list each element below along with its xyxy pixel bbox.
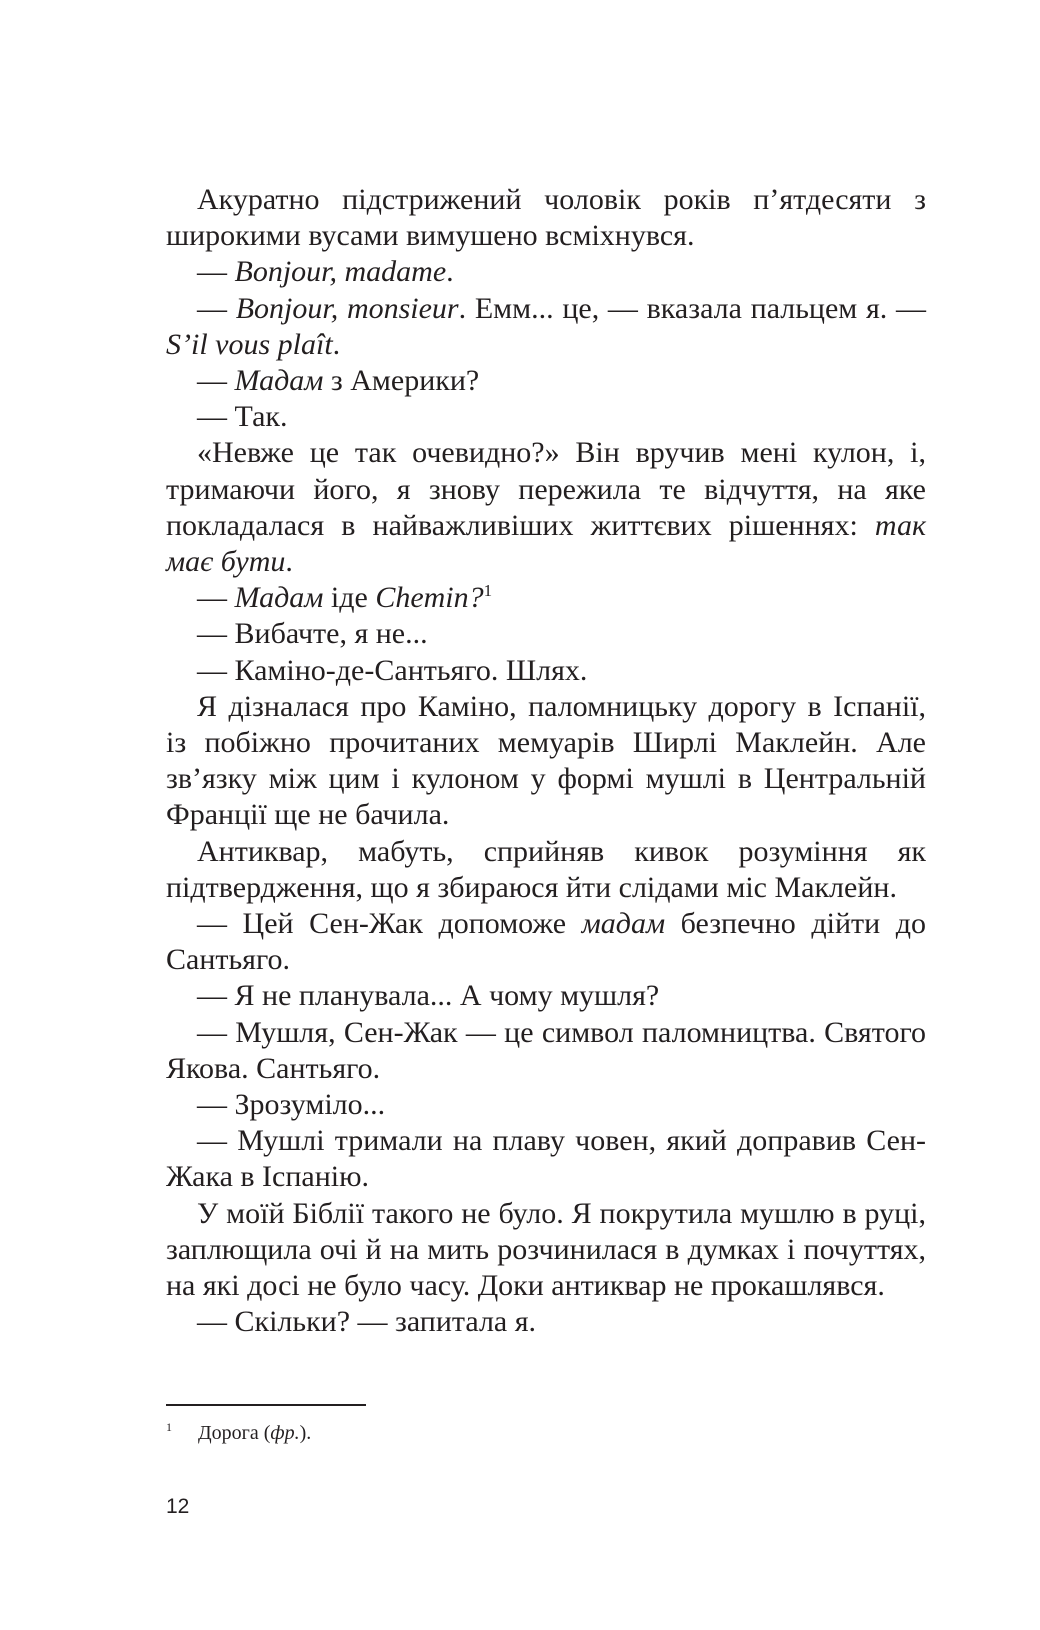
text-segment: — Вибачте, я не... — [197, 617, 428, 651]
text-segment: — — [197, 255, 235, 289]
italic-text: Chemin? — [375, 581, 484, 615]
text-segment: . — [285, 545, 293, 579]
text-segment: — Я не планувала... А чому мушля? — [197, 979, 660, 1013]
paragraph — [166, 1196, 926, 1305]
footnote-text-italic: фр. — [270, 1422, 300, 1444]
paragraph — [166, 291, 926, 363]
page-number: 12 — [166, 1495, 190, 1518]
text-segment: — Зрозуміло... — [197, 1088, 386, 1122]
paragraph — [166, 254, 926, 290]
text-segment: . — [332, 327, 341, 361]
paragraph — [166, 653, 926, 689]
italic-text: Bonjour, monsieur — [235, 291, 459, 325]
footnote-divider — [166, 1404, 366, 1406]
text-segment: — Цей Сен-Жак допоможе — [197, 907, 582, 941]
text-segment: . — [446, 255, 454, 289]
text-segment: безпечно дійти до Сантьяго. — [166, 907, 926, 977]
text-segment: — — [197, 364, 235, 398]
footnote-text-after: ). — [299, 1422, 312, 1444]
text-segment: — Так. — [197, 400, 288, 434]
paragraph — [166, 1087, 926, 1123]
paragraph — [166, 1015, 926, 1087]
italic-text: мадам — [581, 907, 666, 941]
text-segment: — Каміно-де-Сантьяго. Шлях. — [197, 653, 588, 687]
text-segment: — Мушля, Сен-Жак — це символ паломництва. Святого Якова. Сантьяго. — [166, 1015, 926, 1085]
paragraph — [166, 182, 926, 254]
paragraph — [166, 978, 926, 1014]
text-segment: . Емм... це, — вказала пальцем я. — — [458, 291, 927, 325]
paragraph — [166, 834, 926, 906]
text-segment: — Скільки? — запитала я. — [197, 1305, 537, 1339]
text-segment: Антиквар, мабуть, сприйняв кивок розуміння як підтвердження, що я збираюся йти слідами міс Маклейн. — [166, 834, 926, 904]
footnote-ref: 1 — [483, 581, 493, 601]
paragraph — [166, 580, 926, 616]
text-segment: з Америки? — [323, 364, 480, 398]
body-text — [166, 182, 926, 1341]
paragraph — [166, 906, 926, 978]
paragraph — [166, 363, 926, 399]
text-segment: «Невже це так очевидно?» Він вручив мені кулон, і, тримаючи його, я знову пережила те відчуття, на яке покладалася в найважливіших життєвих рішеннях: — [166, 436, 926, 542]
paragraph — [166, 616, 926, 652]
italic-text: Мадам — [234, 581, 324, 615]
paragraph — [166, 435, 926, 580]
paragraph — [166, 399, 926, 435]
text-segment: — Мушлі тримали на плаву човен, який доправив Сен-Жака в Іспанію. — [166, 1124, 926, 1194]
text-segment: — — [197, 581, 235, 615]
italic-text: S’il vous plaît — [166, 327, 333, 361]
text-segment: Я дізналася про Каміно, паломницьку дорогу в Іспанії, із побіжно прочитаних мемуарів Ширлі Маклейн. Але зв’язку між цим і кулоном у формі мушлі в Центральній Франції ще не бачила. — [166, 689, 926, 832]
text-segment: У моїй Біблії такого не було. Я покрутила мушлю в руці, заплющила очі й на мить розчинилася в думках і почуттях, на які досі не було часу. Доки антиквар не прокашлявся. — [166, 1196, 926, 1303]
footnote-text-before: Дорога ( — [198, 1422, 271, 1444]
text-segment: — — [197, 291, 236, 325]
italic-text: Мадам — [234, 364, 324, 398]
italic-text: Bonjour, madame — [234, 255, 447, 289]
text-segment: іде — [323, 581, 376, 615]
paragraph — [166, 689, 926, 834]
paragraph — [166, 1123, 926, 1195]
footnote: 1 Дорога (фр.). — [166, 1420, 312, 1444]
text-segment: Акуратно підстрижений чоловік років п’ятдесяти з широкими вусами вимушено всміхнувся. — [166, 183, 926, 253]
italic-text: так має бути — [166, 508, 926, 579]
paragraph — [166, 1304, 926, 1340]
